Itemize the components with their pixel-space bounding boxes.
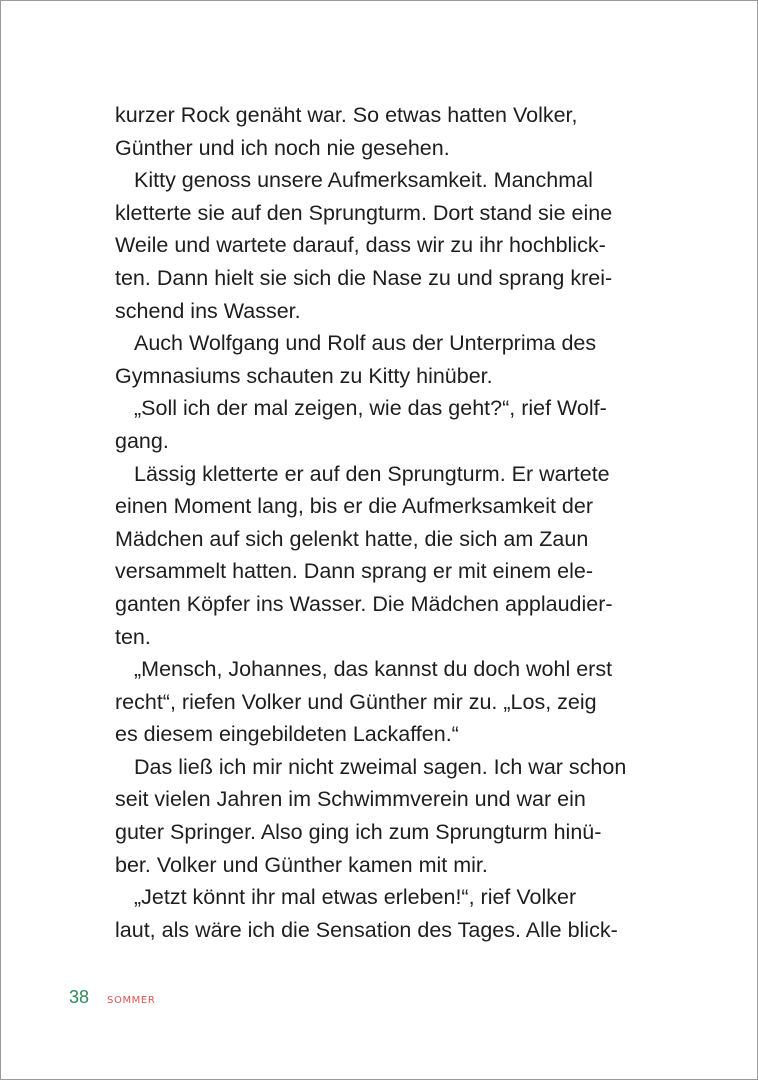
- text-line: gang.: [115, 428, 169, 453]
- text-line: schend ins Wasser.: [115, 298, 301, 323]
- text-line: Weile und wartete darauf, dass wir zu ihr hochblick-: [115, 233, 606, 258]
- text-line: ten. Dann hielt sie sich die Nase zu und sprang krei-: [115, 265, 613, 290]
- text-line: Auch Wolfgang und Rolf aus der Unterprima des: [134, 331, 597, 356]
- text-line: ber. Volker und Günther kamen mit mir.: [115, 852, 488, 877]
- body-text: [115, 99, 645, 946]
- text-line: Günther und ich noch nie gesehen.: [115, 135, 450, 160]
- text-line: recht“, riefen Volker und Günther mir zu. „Los, zeig: [115, 689, 597, 714]
- text-line: „Soll ich der mal zeigen, wie das geht?“, rief Wolf-: [134, 396, 607, 421]
- text-line: versammelt hatten. Dann sprang er mit einem ele-: [115, 559, 593, 584]
- page-number: 38: [69, 987, 90, 1007]
- text-line: kletterte sie auf den Sprungturm. Dort stand sie eine: [115, 200, 613, 225]
- text-line: laut, als wäre ich die Sensation des Tages. Alle blick-: [115, 917, 618, 942]
- text-line: kurzer Rock genäht war. So etwas hatten Volker,: [115, 103, 578, 127]
- text-line: Mädchen auf sich gelenkt hatte, die sich am Zaun: [115, 526, 589, 551]
- text-line: ten.: [115, 624, 151, 649]
- text-line: Lässig kletterte er auf den Sprungturm. Er wartete: [134, 461, 610, 486]
- text-line: einen Moment lang, bis er die Aufmerksamkeit der: [115, 494, 594, 519]
- text-line: ganten Köpfer ins Wasser. Die Mädchen applaudier-: [115, 591, 613, 616]
- text-line: guter Springer. Also ging ich zum Sprungturm hinü-: [115, 820, 602, 845]
- text-line: „Jetzt könnt ihr mal etwas erleben!“, rief Volker: [134, 885, 577, 910]
- text-line: Das ließ ich mir nicht zweimal sagen. Ich war schon: [134, 754, 627, 779]
- text-line: „Mensch, Johannes, das kannst du doch wohl erst: [134, 657, 613, 682]
- text-line: seit vielen Jahren im Schwimmverein und war ein: [115, 787, 586, 812]
- page-footer: [69, 987, 155, 1011]
- running-section-title: sommer: [107, 991, 156, 1007]
- text-line: Gymnasiums schauten zu Kitty hinüber.: [115, 363, 493, 388]
- text-line: Kitty genoss unsere Aufmerksamkeit. Manchmal: [134, 168, 593, 193]
- text-line: es diesem eingebildeten Lackaffen.“: [115, 722, 459, 747]
